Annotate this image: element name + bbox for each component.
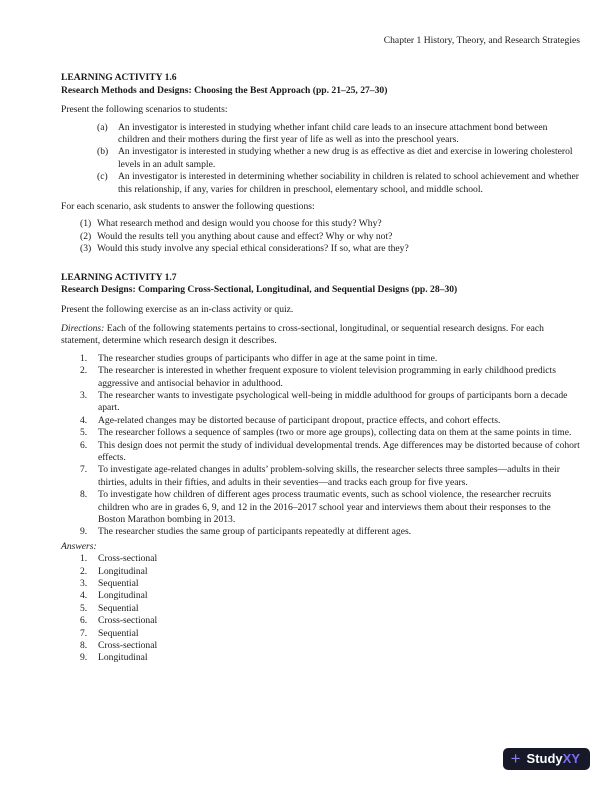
item-text: Sequential [98, 578, 139, 590]
item-marker: 1. [80, 352, 88, 364]
item-marker: 8. [80, 640, 88, 652]
item-marker: (a) [97, 121, 108, 133]
statement-list [61, 353, 580, 539]
answers-label: Answers: [61, 540, 97, 552]
item-marker: (b) [97, 146, 109, 158]
item-text: The researcher studies the same group of participants repeatedly at different ages. [98, 526, 412, 538]
item-text: To investigate how children of different ages process traumatic events, such as school violence, the researcher recruits children who are in grades 6, 9, and 12 in the 2016–2017 school year and interviews them about their responses to the Boston Marathon bombing in 2013. [98, 489, 552, 525]
directions-paragraph [61, 323, 580, 348]
item-marker: 7. [80, 464, 88, 476]
brand-name-accent: XY [562, 751, 580, 766]
scenario-list [61, 122, 580, 196]
directions-label: Directions: [61, 322, 105, 334]
scenario-item [61, 122, 580, 147]
page-content [61, 35, 580, 665]
answer-list [61, 553, 580, 665]
item-text: Cross-sectional [98, 640, 158, 652]
item-text: The researcher wants to investigate psychological well-being in middle adulthood for groups of participants born a decade apart. [98, 389, 568, 414]
item-marker: 4. [80, 590, 88, 602]
item-marker: 3. [80, 578, 88, 590]
item-marker: 8. [80, 489, 88, 501]
item-marker: 5. [80, 427, 88, 439]
item-marker: 3. [80, 389, 88, 401]
item-text: An investigator is interested in studying whether a new drug is as effective as diet and exercise in lowering cholesterol levels in an adult sample. [118, 146, 573, 170]
item-text: Sequential [98, 602, 139, 614]
item-text: Cross-sectional [98, 615, 158, 627]
statement-item [61, 353, 580, 365]
scenario-item [61, 146, 580, 171]
activity-1-7-subtitle: Research Designs: Comparing Cross-Sectional, Longitudinal, and Sequential Designs (pp. 28–30) [61, 284, 458, 296]
question-item [61, 243, 580, 255]
item-marker: 2. [80, 365, 88, 377]
item-text: Longitudinal [98, 652, 148, 664]
item-text: Cross-sectional [98, 553, 158, 565]
scenario-item [61, 171, 580, 196]
activity-1-6-heading [61, 72, 580, 97]
statement-item [61, 489, 580, 526]
item-marker: 6. [80, 439, 88, 451]
statement-item [61, 427, 580, 439]
answer-item [61, 590, 580, 602]
running-header: Chapter 1 History, Theory, and Research Strategies [383, 35, 580, 46]
item-text: An investigator is interested in determining whether sociability in children is related to school achievement and whether this relationship, if any, varies for children in preschool, elementary school, and middle school. [118, 171, 579, 195]
item-text: Sequential [98, 627, 139, 639]
statement-item [61, 464, 580, 489]
item-marker: 7. [80, 627, 88, 639]
item-marker: (1) [80, 218, 92, 230]
statement-item [61, 390, 580, 415]
answer-item [61, 652, 580, 664]
item-marker: (c) [97, 171, 108, 183]
statement-item [61, 365, 580, 390]
item-text: What research method and design would you choose for this study? Why? [97, 218, 382, 230]
answer-item [61, 578, 580, 590]
item-text: The researcher studies groups of participants who differ in age at the same point in time. [98, 352, 438, 364]
answer-item [61, 566, 580, 578]
directions-text: Each of the following statements pertains to cross-sectional, longitudinal, or sequential research designs. For each statement, determine which research design it describes. [61, 322, 544, 347]
item-marker: 9. [80, 526, 88, 538]
answer-item [61, 640, 580, 652]
statement-item [61, 415, 580, 427]
item-text: Age-related changes may be distorted because of participant dropout, practice effects, and cohort effects. [98, 414, 501, 426]
item-text: An investigator is interested in studying whether infant child care leads to an insecure attachment bond between children and their mothers during the first year of life as well as into the preschool years. [118, 121, 548, 146]
item-marker: (2) [80, 230, 92, 242]
item-marker: 5. [80, 602, 88, 614]
item-marker: 2. [80, 565, 88, 577]
item-text: Would this study involve any special ethical considerations? If so, what are they? [97, 243, 409, 255]
statement-item [61, 526, 580, 538]
question-item [61, 218, 580, 230]
item-marker: (3) [80, 243, 92, 255]
item-text: To investigate age-related changes in adults’ problem-solving skills, the researcher selects three samples—adults in their thirties, adults in their fifties, and adults in their seventies—and tracks each group for five years. [98, 464, 560, 488]
item-text: Longitudinal [98, 565, 148, 577]
activity-1-6-subtitle: Research Methods and Designs: Choosing the Best Approach (pp. 21–25, 27–30) [61, 84, 388, 96]
question-list [61, 218, 580, 255]
item-text: Would the results tell you anything about cause and effect? Why or why not? [97, 230, 393, 242]
activity-1-7-title: LEARNING ACTIVITY 1.7 [61, 271, 177, 283]
answer-item [61, 615, 580, 627]
scenarios-intro: Present the following scenarios to students: [61, 104, 228, 116]
answer-item [61, 553, 580, 565]
answer-item [61, 628, 580, 640]
item-text: This design does not permit the study of individual developmental trends. Age differences may be distorted because of cohort effects. [98, 439, 580, 463]
answer-item [61, 603, 580, 615]
question-item [61, 231, 580, 243]
statement-item [61, 440, 580, 465]
item-marker: 1. [80, 553, 88, 565]
item-text: The researcher follows a sequence of samples (two or more age groups), collecting data on them at the same points in time. [98, 427, 572, 439]
brand-name-primary: Study [526, 751, 563, 766]
item-text: Longitudinal [98, 590, 148, 602]
item-text: The researcher is interested in whether frequent exposure to violent television programming in early childhood predicts aggressive and antisocial behavior in adulthood. [98, 365, 556, 389]
item-marker: 4. [80, 414, 88, 426]
questions-intro: For each scenario, ask students to answer the following questions: [61, 201, 315, 213]
plus-icon: + [510, 749, 521, 768]
brand-badge [503, 748, 590, 770]
exercise-intro: Present the following exercise as an in-class activity or quiz. [61, 303, 294, 315]
activity-1-7-heading [61, 272, 580, 297]
item-marker: 9. [80, 652, 88, 664]
activity-1-6-title: LEARNING ACTIVITY 1.6 [61, 72, 177, 84]
item-marker: 6. [80, 615, 88, 627]
